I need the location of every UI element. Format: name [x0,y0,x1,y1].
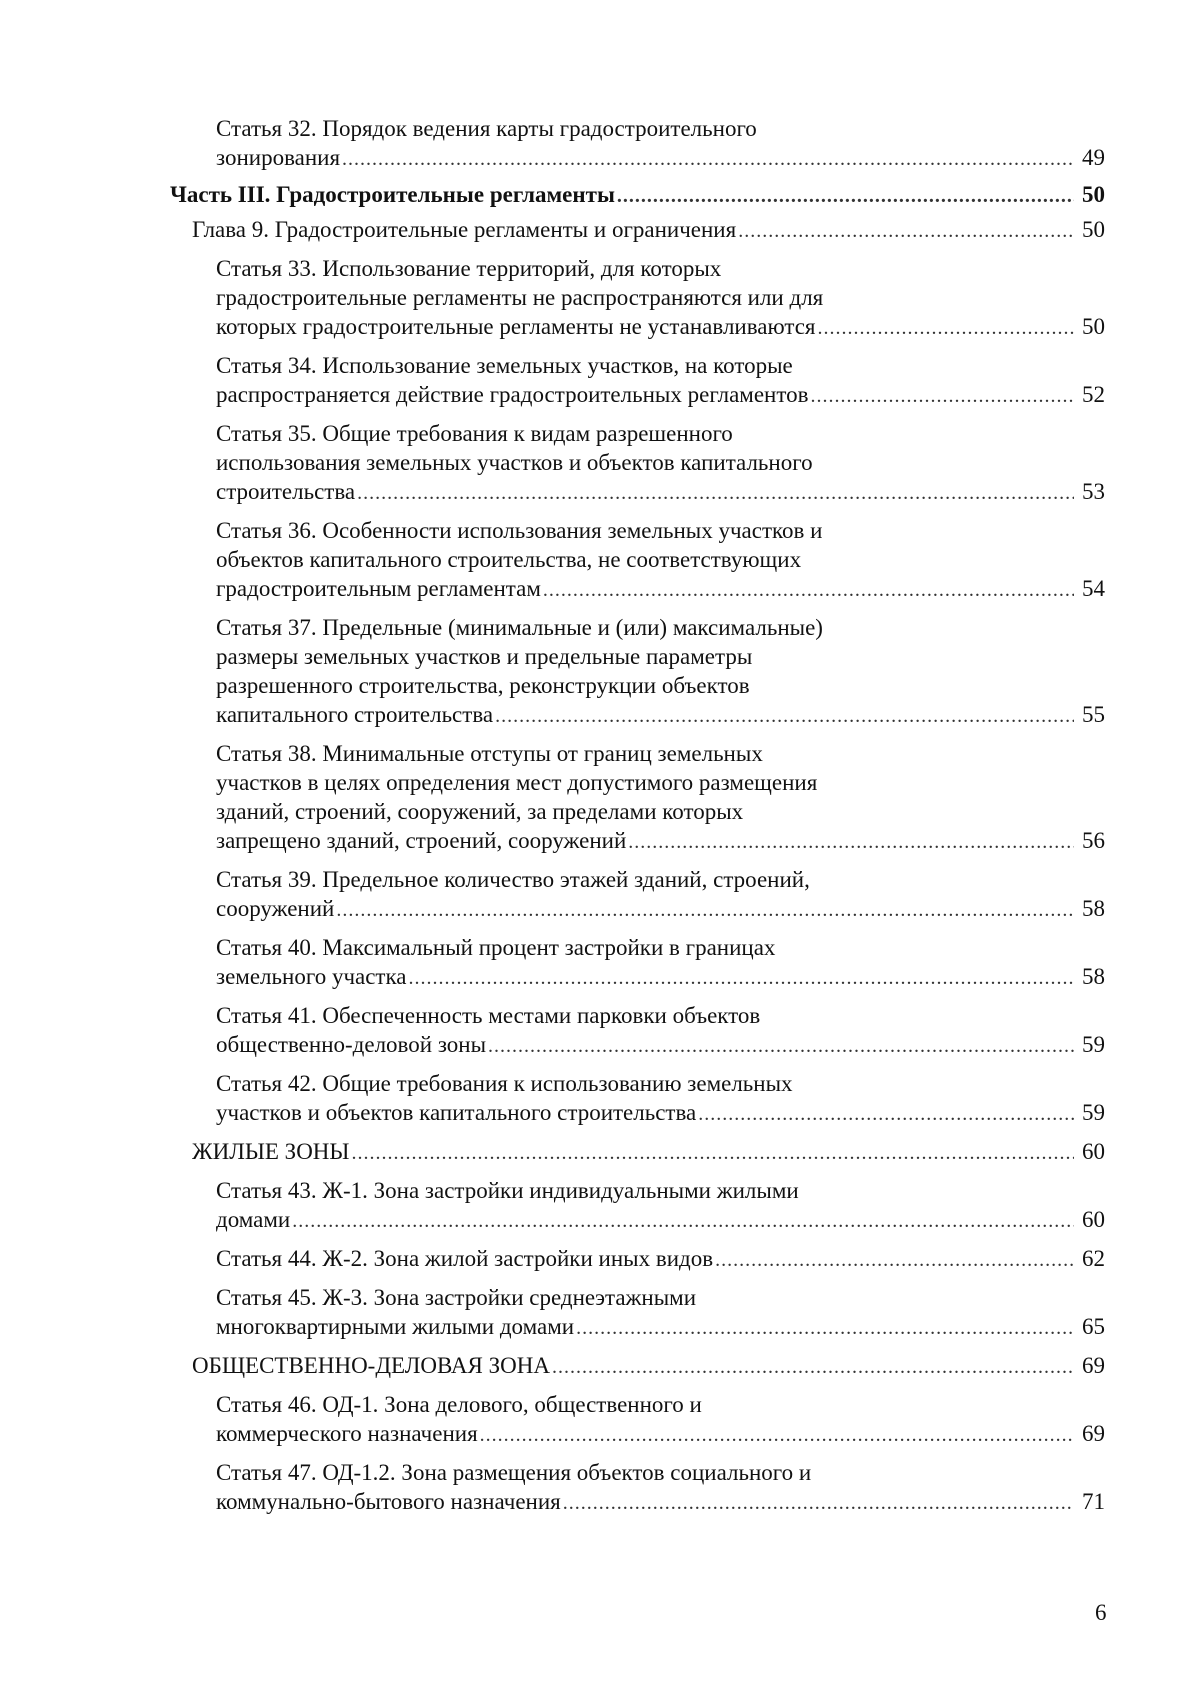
toc-entry-text-line: зонирования [216,145,341,170]
toc-page-number: 60 [1082,1139,1105,1164]
toc-entry-text-line: Статья 40. Максимальный процент застройки в границах [216,935,776,960]
toc-entry-part[interactable] [170,180,1105,211]
toc-page-number: 50 [1082,182,1105,207]
dot-leader [357,479,1074,508]
toc-entry-last-line [216,1205,1105,1236]
toc-entry-text-line: которых градостроительные регламенты не устанавливаются [216,314,816,339]
toc-entry-text-line: Статья 34. Использование земельных участков, на которые [216,353,793,378]
toc-entry-article[interactable] [170,1458,1105,1518]
toc-entry-text-line: Статья 41. Обеспеченность местами парковки объектов [216,1003,761,1028]
toc-entry-text-line: Статья 33. Использование территорий, для которых [216,256,722,281]
toc-entry-last-line [170,180,1105,211]
toc-entry-last-line [216,1098,1105,1129]
toc-entry-text-line: земельного участка [216,964,407,989]
toc-entry-article[interactable] [170,1390,1105,1450]
toc-entry-last-line [216,826,1105,857]
toc-entry-zone[interactable] [170,1137,1105,1168]
toc-entry-chapter[interactable] [170,215,1105,246]
toc-page-number: 62 [1082,1246,1105,1271]
page-number: 6 [1095,1600,1107,1625]
toc-entry-text-line: Статья 45. Ж-3. Зона застройки среднеэтажными [216,1285,697,1310]
dot-leader [292,1207,1074,1236]
toc-entry-text-line: зданий, строений, сооружений, за пределами которых [216,799,744,824]
dot-leader [488,1032,1074,1061]
dot-leader [738,217,1074,246]
toc-entry-article[interactable] [170,1283,1105,1343]
toc-entry-last-line [216,574,1105,605]
toc-entry-zone[interactable] [170,1351,1105,1382]
toc-page-number: 49 [1082,145,1105,170]
toc-entry-text-line: разрешенного строительства, реконструкции объектов [216,673,750,698]
toc-entry-article[interactable] [170,1176,1105,1236]
toc-page-number: 50 [1082,217,1105,242]
toc-page-number: 58 [1082,964,1105,989]
toc-entry-text-line: капитального строительства [216,702,494,727]
toc-entry-last-line [216,1487,1105,1518]
toc-entry-text-line: Статья 46. ОД-1. Зона делового, общественного и [216,1392,702,1417]
toc-entry-text-line: Статья 44. Ж-2. Зона жилой застройки иных видов [216,1246,714,1271]
dot-leader [552,1353,1074,1382]
toc-page-number: 58 [1082,896,1105,921]
toc-page-number: 55 [1082,702,1105,727]
toc-page-number: 52 [1082,382,1105,407]
toc-entry-last-line [192,1351,1105,1382]
toc-entry-last-line [192,1137,1105,1168]
toc-entry-last-line [216,143,1105,174]
toc-entry-text-line: Статья 37. Предельные (минимальные и (или) максимальные) [216,615,823,640]
toc-entry-text-line: домами [216,1207,291,1232]
toc-entry-article[interactable] [170,516,1105,605]
toc-entry-last-line [216,1419,1105,1450]
toc-page-number: 60 [1082,1207,1105,1232]
toc-entry-text-line: градостроительным регламентам [216,576,541,601]
toc-entry-text-line: многоквартирными жилыми домами [216,1314,575,1339]
toc-entry-text-line: сооружений [216,896,335,921]
dot-leader [409,964,1074,993]
toc-entry-text-line: Статья 36. Особенности использования земельных участков и [216,518,823,543]
dot-leader [715,1246,1074,1275]
toc-page-number: 59 [1082,1100,1105,1125]
toc-page-number: 54 [1082,576,1105,601]
dot-leader [576,1314,1074,1343]
toc-page-number: 50 [1082,314,1105,339]
dot-leader [480,1421,1074,1450]
toc-entry-text-line: размеры земельных участков и предельные параметры [216,644,753,669]
toc-page-number: 56 [1082,828,1105,853]
toc-entry-article[interactable] [170,613,1105,731]
toc-entry-last-line [216,1244,1105,1275]
toc-page-number: 59 [1082,1032,1105,1057]
toc-entry-article[interactable] [170,114,1105,174]
dot-leader [495,702,1074,731]
toc-entry-last-line [216,700,1105,731]
toc-entry-last-line [216,1312,1105,1343]
toc-page-number: 65 [1082,1314,1105,1339]
toc-entry-text-line: Статья 42. Общие требования к использованию земельных [216,1071,793,1096]
toc-entry-text-line: ЖИЛЫЕ ЗОНЫ [192,1139,350,1164]
toc-entry-last-line [216,962,1105,993]
toc-entry-text-line: Статья 47. ОД-1.2. Зона размещения объектов социального и [216,1460,812,1485]
toc-entry-text-line: использования земельных участков и объектов капитального [216,450,813,475]
toc-entry-text-line: Статья 32. Порядок ведения карты градостроительного [216,116,757,141]
toc-entry-last-line [192,215,1105,246]
toc-entry-text-line: Статья 35. Общие требования к видам разрешенного [216,421,733,446]
toc-entry-article[interactable] [170,865,1105,925]
toc-entry-article[interactable] [170,1069,1105,1129]
toc-entry-text-line: коммунально-бытового назначения [216,1489,561,1514]
toc-entry-text-line: градостроительные регламенты не распространяются или для [216,285,824,310]
dot-leader [336,896,1074,925]
dot-leader [628,828,1074,857]
toc-entry-article[interactable] [170,419,1105,508]
dot-leader [351,1139,1074,1168]
toc-entry-text-line: Глава 9. Градостроительные регламенты и ограничения [192,217,737,242]
toc-entry-last-line [216,1030,1105,1061]
toc-entry-text-line: участков в целях определения мест допустимого размещения [216,770,818,795]
toc-page-number: 71 [1082,1489,1105,1514]
dot-leader [543,576,1074,605]
toc-page-number: 69 [1082,1421,1105,1446]
dot-leader [342,145,1074,174]
toc-entry-text-line: запрещено зданий, строений, сооружений [216,828,627,853]
toc-entry-article[interactable] [170,1001,1105,1061]
toc-entry-text-line: участков и объектов капитального строительства [216,1100,697,1125]
toc-entry-text-line: объектов капитального строительства, не соответствующих [216,547,802,572]
toc-page-number: 69 [1082,1353,1105,1378]
toc-entry-article[interactable] [170,1244,1105,1275]
dot-leader [617,182,1074,211]
toc-entry-last-line [216,477,1105,508]
toc-entry-last-line [216,380,1105,411]
toc-page-number: 53 [1082,479,1105,504]
dot-leader [818,314,1075,343]
toc-entry-article[interactable] [170,351,1105,411]
toc-entry-text-line: распространяется действие градостроительных регламентов [216,382,809,407]
dot-leader [698,1100,1074,1129]
table-of-contents [170,114,1105,1518]
toc-entry-article[interactable] [170,739,1105,857]
toc-entry-last-line [216,894,1105,925]
toc-entry-text-line: общественно-деловой зоны [216,1032,487,1057]
toc-entry-text-line: коммерческого назначения [216,1421,478,1446]
toc-entry-text-line: Статья 43. Ж-1. Зона застройки индивидуальными жилыми [216,1178,799,1203]
toc-entry-text-line: ОБЩЕСТВЕННО-ДЕЛОВАЯ ЗОНА [192,1353,550,1378]
toc-entry-text-line: Статья 39. Предельное количество этажей зданий, строений, [216,867,810,892]
toc-entry-text-line: Часть III. Градостроительные регламенты [170,182,615,207]
toc-entry-article[interactable] [170,254,1105,343]
toc-entry-text-line: Статья 38. Минимальные отступы от границ земельных [216,741,763,766]
toc-entry-last-line [216,312,1105,343]
toc-entry-article[interactable] [170,933,1105,993]
dot-leader [810,382,1074,411]
dot-leader [563,1489,1074,1518]
toc-entry-text-line: строительства [216,479,356,504]
